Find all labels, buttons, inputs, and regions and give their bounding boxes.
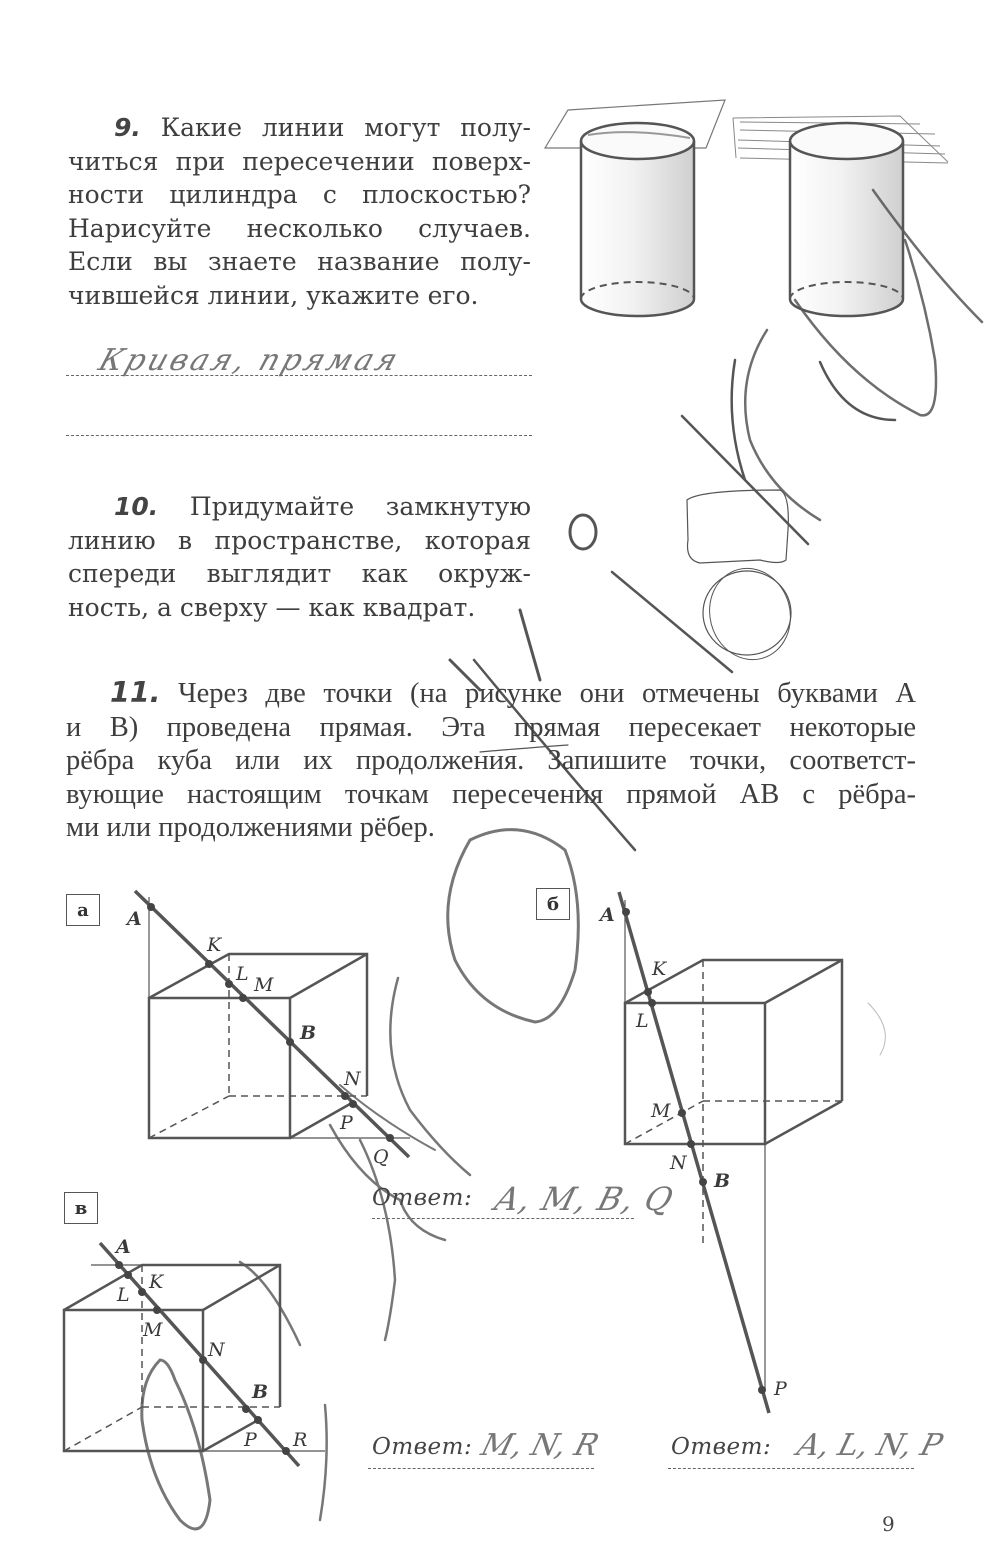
task-9-line: Если вы знаете название полу- [68, 247, 531, 277]
task-10-number: 10. [114, 492, 159, 521]
task-9-handwritten-answer: Кривая, прямая [94, 343, 405, 378]
task-11-line: и B) проведена прямая. Эта прямая пересекает некоторые [66, 711, 916, 743]
label-v-B: B [252, 1381, 269, 1403]
task-10-line: спереди выглядит как окруж- [68, 559, 531, 589]
label-b-M: M [651, 1100, 671, 1122]
label-b-P: P [774, 1378, 787, 1400]
label-v-P: P [244, 1429, 257, 1451]
label-b-N: N [670, 1152, 687, 1174]
label-v-K: K [149, 1271, 164, 1293]
label-b-K: K [652, 958, 667, 980]
label-a-N: N [344, 1068, 361, 1090]
answer-label-b: Ответ: [671, 1434, 772, 1460]
label-v-N: N [208, 1339, 225, 1361]
pencil-oval [448, 830, 579, 1022]
task-9-line: ности цилиндра с плоскостью? [68, 180, 531, 210]
label-a-K: K [207, 934, 222, 956]
task-11-number: 11. [110, 676, 161, 709]
task-11-line: ми или продолжениями рёбер. [66, 812, 435, 843]
figure-label-a: а [66, 894, 100, 926]
answer-label-v: Ответ: [372, 1434, 473, 1460]
label-b-L: L [636, 1010, 649, 1032]
task-11-line: рёбра куба или их продолжения. Запишите точки, соответст- [66, 745, 916, 776]
label-b-A: A [600, 904, 615, 926]
answer-line-v [368, 1468, 594, 1469]
task-9-line: чившейся линии, укажите его. [68, 280, 479, 310]
task-10-line-text: Придумайте замкнутую [189, 492, 531, 521]
figure-label-v: в [64, 1192, 98, 1224]
label-a-M: M [254, 974, 274, 996]
label-a-L: L [236, 963, 249, 985]
task-11-line: вующие настоящим точкам пересечения прямой AB с рёбра- [66, 778, 916, 810]
label-a-P: P [340, 1112, 353, 1134]
label-v-R: R [293, 1429, 308, 1451]
task-9-line: Нарисуйте несколько случаев. [68, 213, 531, 243]
label-a-A: A [127, 908, 142, 930]
task-10-line: ность, а сверху — как квадрат. [68, 592, 476, 622]
label-b-B: B [714, 1170, 731, 1192]
label-v-L: L [117, 1284, 130, 1306]
label-a-B: B [300, 1022, 317, 1044]
task-9-line: читься при пересечении поверх- [68, 146, 531, 176]
answer-b-handwritten: A, L, N, P [793, 1428, 947, 1463]
answer-v-handwritten: M, N, R [477, 1428, 603, 1463]
label-v-M: M [143, 1319, 163, 1341]
label-v-A: A [116, 1236, 131, 1258]
answer-line-a [372, 1218, 634, 1219]
answer-a-handwritten: A, M, B, Q [490, 1180, 678, 1218]
task-11-line-text: Через две точки (на рисунке они отмечены буквами A [178, 678, 916, 709]
label-a-Q: Q [373, 1146, 389, 1168]
task-9-line-text: Какие линии могут полу- [160, 113, 531, 142]
answer-label-a: Ответ: [372, 1185, 473, 1211]
task-10-line: линию в пространстве, которая [68, 525, 531, 555]
page-number: 9 [882, 1512, 895, 1536]
figure-label-b: б [536, 888, 570, 920]
task-9-number: 9. [114, 113, 141, 142]
answer-line-b [668, 1468, 914, 1469]
